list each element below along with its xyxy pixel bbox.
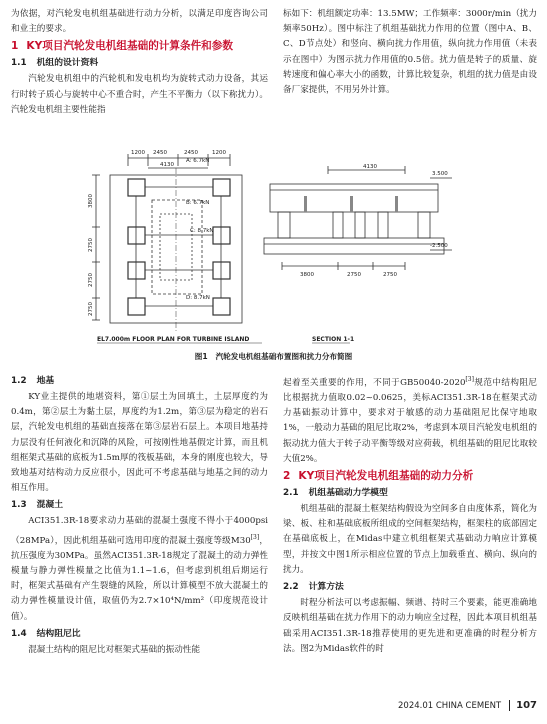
load-label-a: A: 6.7kN	[186, 158, 210, 164]
section-drawing	[264, 166, 452, 270]
subsection-heading-2-2: 2.2 计算方法	[283, 582, 344, 593]
section-dim-bottom-3: 2750	[383, 272, 397, 278]
section-dim-4130: 4130	[363, 164, 377, 170]
subsection-heading-1-3: 1.3 混凝土	[11, 500, 63, 511]
section-columns-fill	[304, 196, 398, 212]
section-caption: SECTION 1-1	[312, 336, 355, 343]
paragraph-concrete: ACI351.3R-18要求动力基础的混凝土强度不得小于4000psi（28MPa），因此机组基础可选用印度的混凝土强度等级M30[3]，抗压强度为30MPa。虽然ACI351.3R-18规定了混凝土的动力弹性模量与静力弹性模量之比值为1.1~1.6，但考虑到机组后期运行时，框架式基础有产生裂缝的风险，所以计算模型不放大混凝土的动力弹性模量设计值，取值仍为2.7×10⁴N/mm²（印度规范设计值）。	[11, 516, 268, 622]
journal-issue: 2024.01 CHINA CEMENT	[398, 701, 502, 711]
left-column-bottom	[11, 372, 268, 658]
page-number: 107	[509, 700, 537, 711]
paragraph-design-data: 汽轮发电机组中的汽轮机和发电机均为旋转式动力设备，其运行时转子质心与旋转中心不重合时，产生不平衡力（以下称扰力）。汽轮发电机组主要性能指	[11, 74, 268, 115]
plan-drawing	[92, 154, 242, 332]
subsection-heading-1-2: 1.2 地基	[11, 376, 55, 386]
subsection-heading-1-1: 1.1 机组的设计资料	[11, 58, 99, 69]
plan-dim-top-4: 1200	[212, 150, 226, 156]
section-dim-bottom-2: 2750	[347, 272, 361, 278]
right-column-bottom	[283, 372, 537, 657]
plan-dim-top-1: 1200	[131, 150, 145, 156]
paragraph-method: 时程分析法可以考虑振幅、频谱、持时三个要素，能更准确地反映机组基础在扰力作用下的动力响应全过程，因此本项目机组基础采用ACI351.3R-18推荐使用的更先进和更准确的时程分析方法。图2为Midas软件的时	[283, 598, 537, 654]
section-level-top: 3.500	[432, 171, 448, 177]
section-heading-1: 1 KY项目汽轮发电机组基础的计算条件和参数	[11, 40, 233, 53]
load-label-d: D: 8.7kN	[186, 295, 210, 301]
section-labels	[300, 164, 448, 343]
paragraph-damping: 混凝土结构的阻尼比对框架式基础的振动性能	[28, 644, 201, 655]
plan-caption: EL7.000m FLOOR PLAN FOR TURBINE ISLAND	[97, 336, 250, 343]
page-footer	[398, 700, 537, 711]
subsection-heading-1-4: 1.4 结构阻尼比	[11, 628, 81, 639]
plan-dim-left-1: 3800	[88, 194, 94, 208]
plan-dim-left-2: 2750	[88, 238, 94, 252]
plan-dim-left-4: 2750	[88, 302, 94, 316]
load-label-c: C: 8.7kN	[190, 228, 214, 234]
paragraph-foundation: KY业主提供的地堪资料，第①层土为回填土，土层厚度约为0.4m，第②层土为黏土层，厚度约为1.2m，第③层为稳定的岩石层，汽轮发电机组的基础直接落在第③层岩石层上。本项目地基持力层没有任何液化和沉降的风险，可按刚性地基假定计算，而且机组框架式基础的底板为1.5m厚的筏板基础，本身的刚度也较大，导致地基对结构动力反应很小，因此可不考虑基础与地基之间的动力相互作用。	[11, 392, 268, 494]
load-label-b: B: 6.7kN	[186, 200, 210, 206]
figure-caption: 图1 汽轮发电机组基础布置图和扰力分布简图	[194, 352, 353, 361]
figure-1	[0, 0, 547, 350]
subsection-heading-2-1: 2.1 机组基础动力学模型	[283, 488, 388, 499]
plan-dim-4130: 4130	[160, 162, 174, 168]
paragraph-model: 机组基础的混凝土框架结构假设为空间多自由度体系，简化为梁、板、柱和基础底板所组成的空间框架结构，框架柱的底部固定在基础底板上，在Midas中建立机组框架式基础动力响应计算模型，并按文中图1所示相应位置的节点上加载垂直、横向、纵向的扰力。	[283, 504, 537, 575]
section-dim-bottom-1: 3800	[300, 272, 314, 278]
plan-dim-top-2: 2450	[153, 150, 167, 156]
section-heading-2: 2 KY项目汽轮发电机组基础的动力分析	[283, 470, 474, 483]
plan-dim-top-3: 2450	[184, 150, 198, 156]
paragraph-damping-continued: 起着至关重要的作用，不同于GB50040-2020[3]规范中结构阻尼比根据扰力值取0.02~0.0625，美标ACI351.3R-18在框架式动力基础振动计算中，要求对于敏感的动力基础阻尼比保守地取1%，一般动力基础的阻尼比取2%，考虑到本项目汽轮发电机组的振动扰力值大于转子动平衡等级对应荷载，机组基础的阻尼比取较大值2%。	[283, 376, 537, 464]
section-level-bottom: -2.500	[430, 243, 448, 249]
paragraph-intro-continued: 为依据，对汽轮发电机组基础进行动力分析，以满足印度咨询公司和业主的要求。	[11, 9, 268, 35]
plan-dim-left-3: 2750	[88, 273, 94, 287]
paragraph-performance: 标如下：机组额定功率：13.5MW；工作频率：3000r/min（扰力频率50Hz）。图中标注了机组基础扰力作用的位置（图中A、B、C、D节点处）和竖向、横向扰力作用值，纵向扰力作用值（未表示在图中）为图示扰力作用值的0.5倍。扰力值是转子的质量、旋转速度和偏心率大小的函数，计算比较复杂，机组的扰力值是由设备厂家提供，不用另外计算。	[283, 9, 537, 96]
